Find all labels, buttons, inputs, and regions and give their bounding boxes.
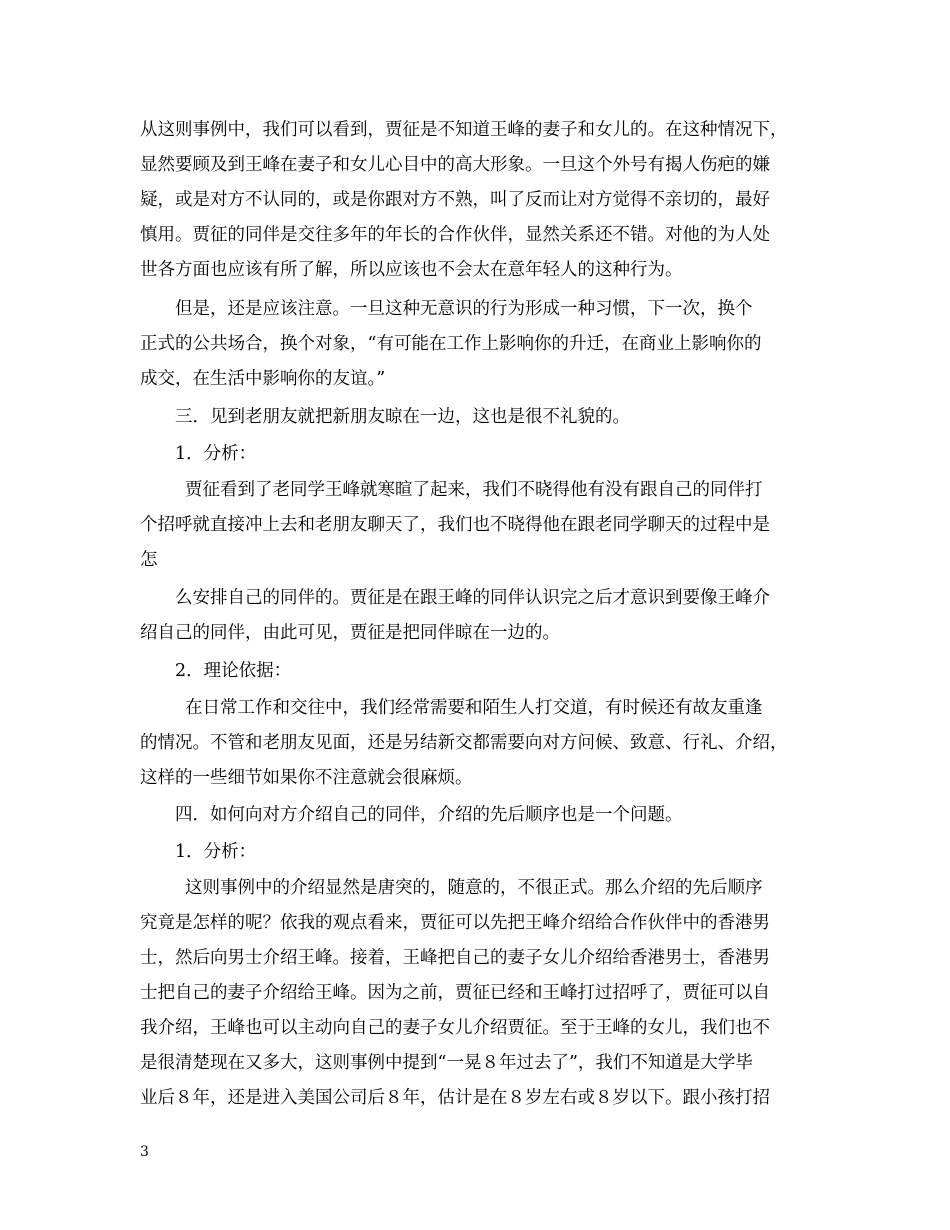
subheading-analysis-1: 1．分析： [175, 444, 257, 464]
body-line-13: 绍自己的同伴，由此可见，贾征是把同伴晾在一边的。 [140, 623, 560, 643]
body-line-11: 怎 [140, 550, 158, 570]
subheading-analysis-2: 1．分析： [175, 842, 257, 862]
page-number: 3 [140, 1144, 149, 1160]
body-line-3: 疑，或是对方不认同的，或是你跟对方不熟，叫了反而让对方觉得不亲切的，最好 [140, 190, 770, 210]
body-line-22: 是很清楚现在又多大，这则事例中提到“一晃８年过去了”，我们不知道是大学毕 [140, 1053, 753, 1073]
body-line-4: 慎用。贾征的同伴是交往多年的年长的合作伙伴，显然关系还不错。对他的为人处 [140, 225, 770, 245]
subheading-theory: 2．理论依据： [175, 661, 292, 681]
body-line-5: 世各方面也应该有所了解，所以应该也不会太在意年轻人的这种行为。 [140, 260, 683, 280]
body-line-1: 从这则事例中，我们可以看到，贾征是不知道王峰的妻子和女儿的。在这种情况下， [140, 120, 788, 140]
section-heading-4: 四．如何向对方介绍自己的同伴，介绍的先后顺序也是一个问题。 [175, 805, 683, 825]
body-line-16: 这样的一些细节如果你不注意就会很麻烦。 [140, 768, 473, 788]
body-line-18: 究竟是怎样的呢？依我的观点看来，贾征可以先把王峰介绍给合作伙伴中的香港男 [140, 913, 770, 933]
body-line-14: 在日常工作和交往中，我们经常需要和陌生人打交道，有时候还有故友重逢 [185, 698, 763, 718]
body-line-19: 士，然后向男士介绍王峰。接着，王峰把自己的妻子女儿介绍给香港男士，香港男 [140, 948, 770, 968]
body-line-15: 的情况。不管和老朋友见面，还是另结新交都需要向对方问候、致意、行礼、介绍， [140, 733, 788, 753]
body-line-2: 显然要顾及到王峰在妻子和女儿心目中的高大形象。一旦这个外号有揭人伤疤的嫌 [140, 155, 770, 175]
body-line-21: 我介绍，王峰也可以主动向自己的妻子女儿介绍贾征。至于王峰的女儿，我们也不 [140, 1018, 770, 1038]
body-line-10: 个招呼就直接冲上去和老朋友聊天了，我们也不晓得他在跟老同学聊天的过程中是 [140, 515, 770, 535]
body-line-7: 正式的公共场合，换个对象，“有可能在工作上影响你的升迁，在商业上影响你的 [140, 334, 762, 354]
body-line-12: 么安排自己的同伴的。贾征是在跟王峰的同伴认识完之后才意识到要像王峰介 [175, 588, 770, 608]
body-line-17: 这则事例中的介绍显然是唐突的，随意的，不很正式。那么介绍的先后顺序 [185, 878, 763, 898]
body-line-20: 士把自己的妻子介绍给王峰。因为之前，贾征已经和王峰打过招呼了，贾征可以自 [140, 983, 770, 1003]
body-line-9: 贾征看到了老同学王峰就寒暄了起来，我们不晓得他有没有跟自己的同伴打 [185, 480, 763, 500]
body-line-6: 但是，还是应该注意。一旦这种无意识的行为形成一种习惯，下一次，换个 [175, 299, 753, 319]
body-line-8: 成交，在生活中影响你的友谊。” [140, 369, 386, 389]
section-heading-3: 三．见到老朋友就把新朋友晾在一边，这也是很不礼貌的。 [175, 407, 630, 427]
body-line-23: 业后８年，还是进入美国公司后８年，估计是在８岁左右或８岁以下。跟小孩打招 [140, 1088, 770, 1108]
